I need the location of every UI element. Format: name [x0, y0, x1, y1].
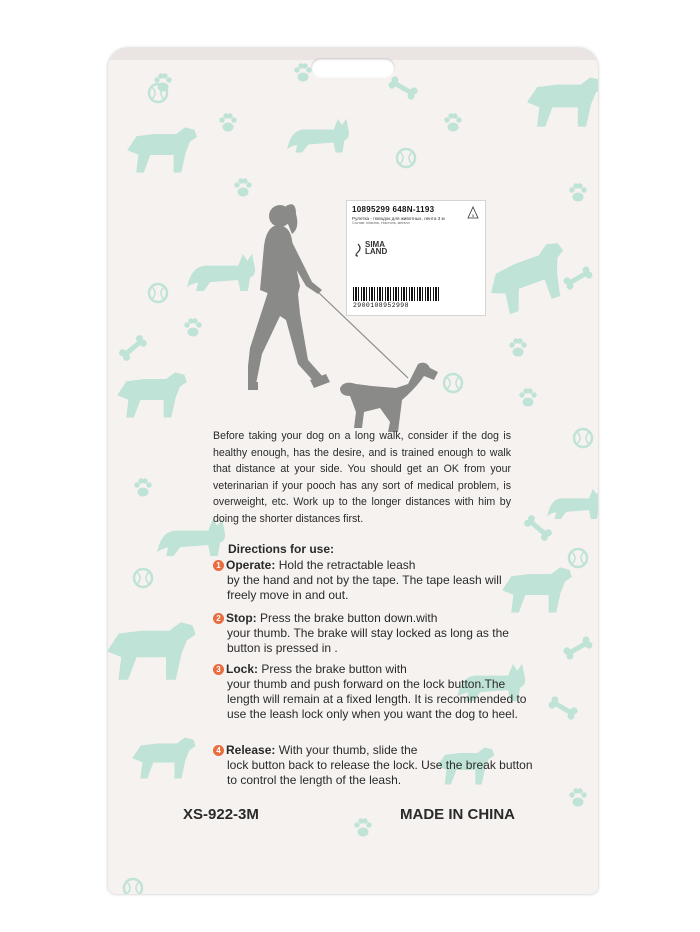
- svg-text:5: 5: [471, 213, 475, 218]
- directions-title: Directions for use:: [228, 542, 335, 556]
- step-number-badge: 4: [213, 745, 224, 756]
- intro-paragraph: Before taking your dog on a long walk, consider if the dog is healthy enough, has the desire, and is trained enough to walk that distance at your side. You should get an OK from your veterinarian if your pooch has any sort of medical problem, is overweight, etc. Work up to the longer distances with him by doing the shorter distances first.: [213, 430, 511, 525]
- sima-land-logo: SIMA LAND: [365, 240, 388, 257]
- barcode-number: 2900108952998: [353, 302, 409, 309]
- barcode: [353, 287, 439, 301]
- sticker-title: Рулетка - поводок для животных, лента 3 м: [352, 216, 445, 221]
- model-number: XS-922-3M: [183, 806, 259, 823]
- made-in-label: MADE IN CHINA: [400, 806, 515, 823]
- recycle-icon: [467, 206, 479, 220]
- step-operate: 1 Operate: Hold the retractable leash by the hand and not by the tape. The tape leash will freely move in and out.: [213, 558, 533, 603]
- package-card: [108, 48, 598, 894]
- step-lock: 3 Lock: Press the brake button with your thumb and push forward on the lock button.The length will remain at a fixed length. It is recommended to use the leash lock only when you want the dog to heel.: [213, 662, 533, 722]
- step-number-badge: 2: [213, 613, 224, 624]
- price-sticker: [346, 200, 486, 316]
- step-number-badge: 1: [213, 560, 224, 571]
- step-stop: 2 Stop: Press the brake button down.with your thumb. The brake will stay locked as long as the button is pressed in .: [213, 611, 533, 656]
- step-release: 4 Release: With your thumb, slide the lock button back to release the lock. Use the break button to control the length of the leash.: [213, 743, 533, 788]
- sticker-composition: Состав: пластик, текстиль, металл: [352, 221, 410, 225]
- sima-land-logo-icon: [353, 243, 363, 257]
- step-number-badge: 3: [213, 664, 224, 675]
- sticker-code: 10895299 648N-1193: [352, 205, 435, 214]
